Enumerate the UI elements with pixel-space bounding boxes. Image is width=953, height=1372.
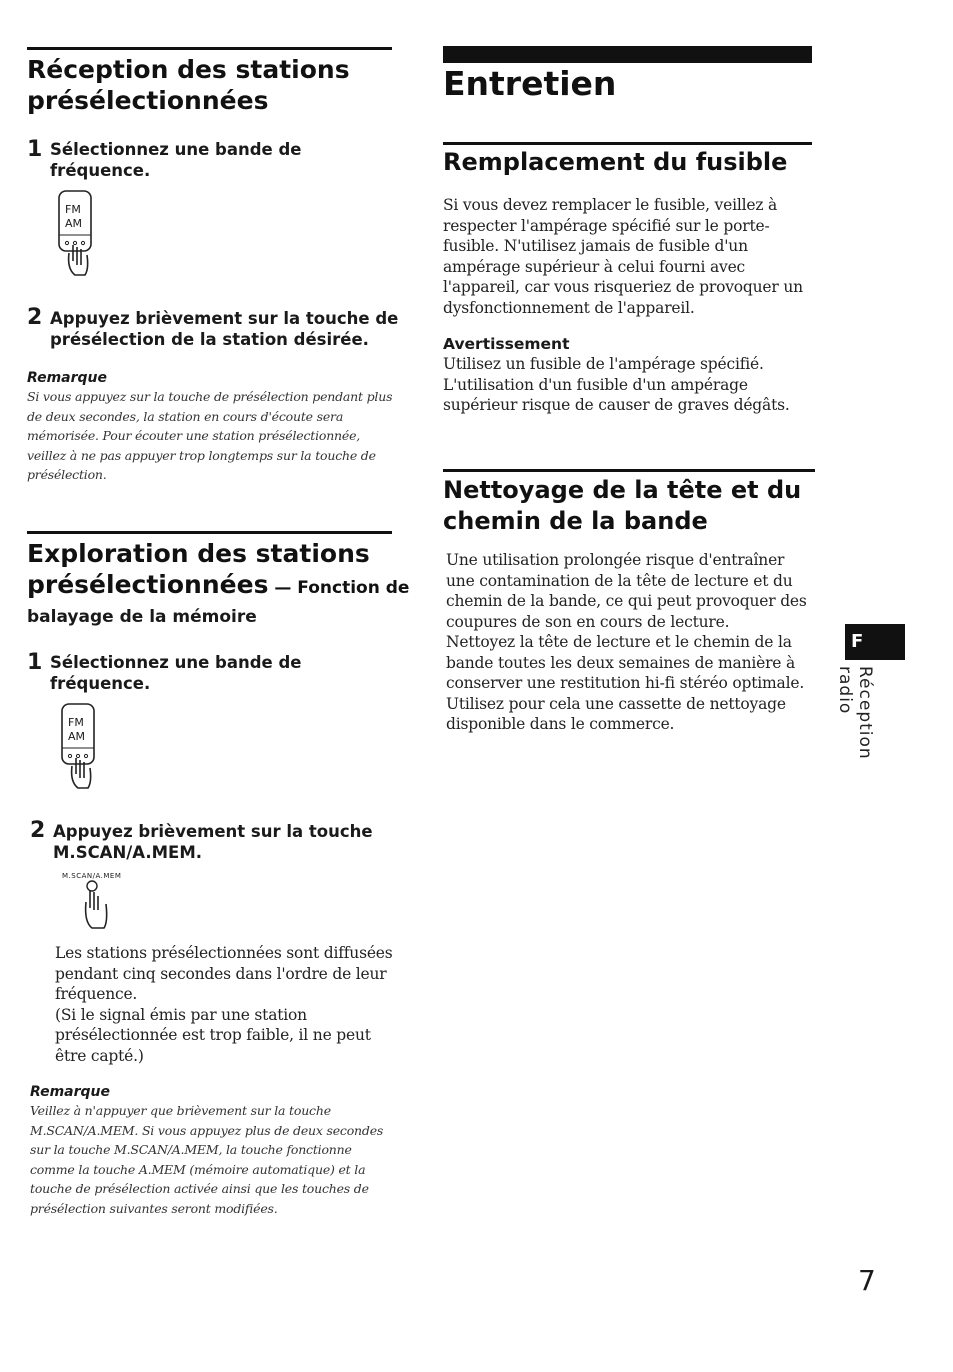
section-rule [27,531,392,534]
section-title: Nettoyage de la tête et du chemin de la bande [443,476,802,535]
mscan-button-illustration [78,878,118,934]
mscan-button-label: M.SCAN/A.MEM [62,872,122,880]
note-title: Remarque [30,1084,111,1100]
fm-am-button-illustration [55,189,115,284]
section-title: Réception des stations présélectionnées [27,55,350,115]
section-title: Remplacement du fusible [443,148,788,176]
fm-am-button-illustration [58,702,118,797]
note-title: Remarque [27,370,108,386]
note-body: Si vous appuyez sur la touche de présélection pendant plus de deux secondes, la station en cours d'écoute sera mémorisée. Pour écouter une station présélectionnée, veillez à ne pas appuyer trop longtemps sur la touche de présélection. [27,389,393,482]
chapter-bar [443,46,812,63]
step-text: Appuyez brièvement sur la touche de présélection de la station désirée. [50,309,399,349]
note-body: Veillez à n'appuyer que brièvement sur la touche M.SCAN/A.MEM. Si vous appuyez plus de deux secondes sur la touche M.SCAN/A.MEM, la touche fonctionne comme la touche A.MEM (mémoire automatique) et la touche de présélection activée ainsi que les touches de présélection suivantes seront modifiées. [30,1103,384,1216]
step-number: 2 [30,818,46,843]
section-rule [443,469,815,472]
chapter-title: Entretien [443,64,617,103]
step-number: 2 [27,305,43,330]
body-text: Si vous devez remplacer le fusible, veillez à respecter l'ampérage spécifié sur le porte- fusible. N'utilisez jamais de fusible d'un ampérage supérieur à celui fourni avec l'appareil, car vous risqueriez de provoquer un dysfonctionnement de l'appareil. [443,196,803,317]
page-number: 7 [858,1264,876,1297]
fm-label: FM [65,203,81,216]
step-number: 1 [27,650,43,675]
step-text: Sélectionnez une bande de fréquence. [50,653,302,693]
section-rule [443,142,812,145]
step-text: Sélectionnez une bande de fréquence. [50,140,302,180]
step-number: 1 [27,137,43,162]
section-rule [27,47,392,50]
step-text: Appuyez brièvement sur la touche M.SCAN/A.MEM. [53,822,373,862]
warning-title: Avertissement [443,335,570,353]
fm-label: FM [68,716,84,729]
am-label: AM [68,730,86,743]
am-label: AM [65,217,83,230]
section-title: Exploration des stations présélectionnées — Fonction de balayage de la mémoire [27,539,410,627]
body-text: Les stations présélectionnées sont diffusées pendant cinq secondes dans l'ordre de leur fréquence. (Si le signal émis par une station présélectionnée est trop faible, il ne peut être capté.) [55,944,393,1065]
body-text: Une utilisation prolongée risque d'entraîner une contamination de la tête de lecture et du chemin de la bande, ce qui peut provoquer des coupures de son en cours de lecture. Nettoyez la tête de lecture et le chemin de la bande toutes les deux semaines de manière à conserver une restitution hi-fi stéréo optimale. Utilisez pour cela une cassette de nettoyage disponible dans le commerce. [446,551,807,733]
warning-text: Utilisez un fusible de l'ampérage spécifié. L'utilisation d'un fusible d'un ampérage supérieur risque de causer de graves dégâts. [443,355,790,414]
side-tab-label: Réception radio [835,666,875,760]
side-tab: F [845,624,905,660]
